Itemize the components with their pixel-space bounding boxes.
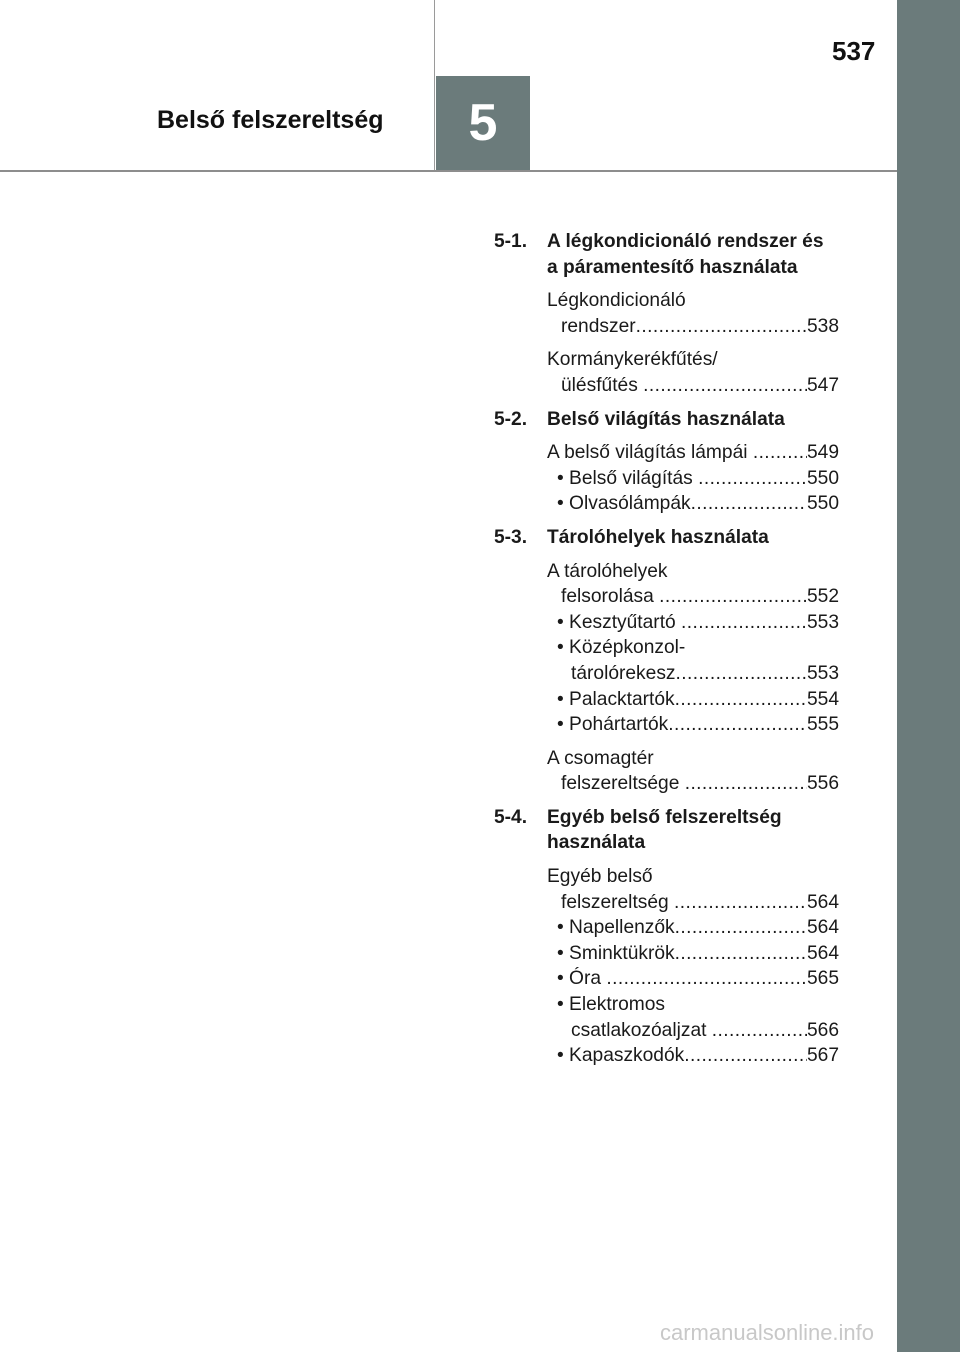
toc-entry-label: • Kapaszkodók <box>557 1045 685 1067</box>
toc-leader-dots <box>675 941 807 967</box>
header-vertical-rule <box>434 0 435 170</box>
toc-entry-label: rendszer <box>561 315 636 337</box>
toc-entry-label: • Olvasólámpák <box>557 493 691 515</box>
toc-page-number: 552 <box>806 586 839 608</box>
chapter-title: Belső felszereltség <box>157 106 384 134</box>
toc-leader-dots <box>675 687 807 713</box>
toc-leader-dots <box>668 712 807 738</box>
toc-entry-label: • Pohártartók <box>557 714 669 736</box>
toc-page-number: 554 <box>806 688 839 710</box>
toc-section-title: Belső világítás használata <box>547 408 785 430</box>
toc-subentry[interactable] <box>557 941 839 967</box>
toc-entry[interactable] <box>547 864 839 915</box>
toc-entry[interactable] <box>547 347 839 398</box>
toc-section-heading[interactable] <box>494 525 839 551</box>
toc-entry-first-line: A tárolóhelyek <box>547 560 668 582</box>
toc-page-number: 567 <box>806 1045 839 1067</box>
toc-entry-line <box>547 771 839 797</box>
toc-entry-first-line: Egyéb belső <box>547 866 653 888</box>
toc-subentry[interactable] <box>557 915 839 941</box>
toc-leader-dots <box>681 610 807 636</box>
toc-entry-line <box>547 373 839 399</box>
toc-subentry[interactable] <box>557 712 839 738</box>
toc-subentry[interactable] <box>557 635 839 686</box>
toc-entry-first-line: • Elektromos <box>557 994 666 1016</box>
toc-subentry[interactable] <box>557 966 839 992</box>
toc-entry-label: tárolórekesz <box>571 662 676 684</box>
toc-entry[interactable] <box>547 288 839 339</box>
toc-entry-line <box>557 915 839 941</box>
toc-entry[interactable] <box>547 440 839 466</box>
toc-entry-label: • Kesztyűtartó <box>557 611 682 633</box>
toc-entry-label: felszereltsége <box>561 773 685 795</box>
toc-entry-label: • Óra <box>557 968 607 990</box>
toc-leader-dots <box>753 440 807 466</box>
toc-entry-first-line: A csomagtér <box>547 747 654 769</box>
toc-leader-dots <box>676 661 807 687</box>
toc-leader-dots <box>636 314 807 340</box>
toc-page-number: 564 <box>806 942 839 964</box>
toc-page-number: 550 <box>806 493 839 515</box>
toc-subentry[interactable] <box>557 466 839 492</box>
toc-entry[interactable] <box>547 559 839 610</box>
header-horizontal-rule <box>0 170 897 172</box>
chapter-number-box <box>436 76 530 170</box>
toc-entry-label: ülésfűtés <box>561 374 644 396</box>
toc-subentry[interactable] <box>557 491 839 517</box>
toc-section-heading[interactable] <box>494 805 839 856</box>
toc-entry-first-line: Légkondicionáló <box>547 290 686 312</box>
toc-page-number: 566 <box>806 1019 839 1041</box>
toc-entry-line <box>557 610 839 636</box>
toc-section-number: 5-1. <box>494 231 528 252</box>
toc-leader-dots <box>675 915 807 941</box>
toc-page-number: 547 <box>806 374 839 396</box>
toc-leader-dots <box>674 890 807 916</box>
toc-section-heading[interactable] <box>494 229 839 280</box>
toc-entry-line <box>547 890 839 916</box>
toc-entry-line <box>547 584 839 610</box>
toc-page-number: 538 <box>806 315 839 337</box>
toc-page-number: 550 <box>806 467 839 489</box>
toc-section-number: 5-2. <box>494 408 528 430</box>
toc-entry-first-line: Kormánykerékfűtés/ <box>547 349 718 371</box>
toc-page-number: 553 <box>806 662 839 684</box>
toc-leader-dots <box>684 1043 807 1069</box>
toc-entry-line <box>557 712 839 738</box>
toc-entry-label: A belső világítás lámpái <box>547 442 753 464</box>
toc-entry-label: • Napellenzők <box>557 917 675 939</box>
toc-entry-label: csatlakozóaljzat <box>571 1019 712 1041</box>
toc-leader-dots <box>691 491 807 517</box>
toc-entry-line <box>557 941 839 967</box>
toc-leader-dots <box>698 466 807 492</box>
toc-leader-dots <box>659 584 807 610</box>
toc-leader-dots <box>606 966 807 992</box>
toc-entry-line <box>557 687 839 713</box>
table-of-contents <box>494 229 839 1069</box>
watermark: carmanualsonline.info <box>660 1320 875 1345</box>
toc-entry-label: felszereltség <box>561 891 675 913</box>
toc-section-number: 5-3. <box>494 526 528 548</box>
toc-entry-label: • Sminktükrök <box>557 942 675 964</box>
toc-subentry[interactable] <box>557 992 839 1043</box>
chapter-number: 5 <box>468 94 498 152</box>
toc-page-number: 555 <box>806 714 839 736</box>
toc-entry-line <box>557 1018 839 1044</box>
toc-page-number: 565 <box>806 968 839 990</box>
toc-entry-line <box>547 440 839 466</box>
toc-entry-first-line: • Középkonzol- <box>557 637 686 659</box>
toc-entry-line <box>557 966 839 992</box>
toc-entry-label: • Belső világítás <box>557 467 699 489</box>
toc-section-title: A légkondicionáló rendszer és a páramentesítő használata <box>547 231 824 278</box>
toc-entry[interactable] <box>547 746 839 797</box>
toc-entry-line <box>557 661 839 687</box>
toc-page-number: 549 <box>806 442 839 464</box>
toc-subentry[interactable] <box>557 687 839 713</box>
toc-page-number: 564 <box>806 891 839 913</box>
toc-entry-label: • Palacktartók <box>557 688 675 710</box>
toc-subentry[interactable] <box>557 610 839 636</box>
toc-page-number: 556 <box>806 773 839 795</box>
toc-leader-dots <box>712 1018 807 1044</box>
toc-page-number: 553 <box>806 611 839 633</box>
toc-entry-line <box>557 1043 839 1069</box>
toc-entry-line <box>557 491 839 517</box>
chapter-side-tab <box>897 0 960 1352</box>
toc-entry-label: felsorolása <box>561 586 660 608</box>
toc-page-number: 564 <box>806 917 839 939</box>
toc-entry-line <box>557 466 839 492</box>
toc-leader-dots <box>643 373 807 399</box>
toc-section-title: Tárolóhelyek használata <box>547 526 769 548</box>
toc-section-title: Egyéb belső felszereltség használata <box>547 806 782 854</box>
toc-section-heading[interactable] <box>494 407 839 433</box>
toc-leader-dots <box>685 771 807 797</box>
page-number: 537 <box>832 36 876 66</box>
toc-entry-line <box>547 314 839 340</box>
toc-subentry[interactable] <box>557 1043 839 1069</box>
toc-section-number: 5-4. <box>494 806 528 828</box>
